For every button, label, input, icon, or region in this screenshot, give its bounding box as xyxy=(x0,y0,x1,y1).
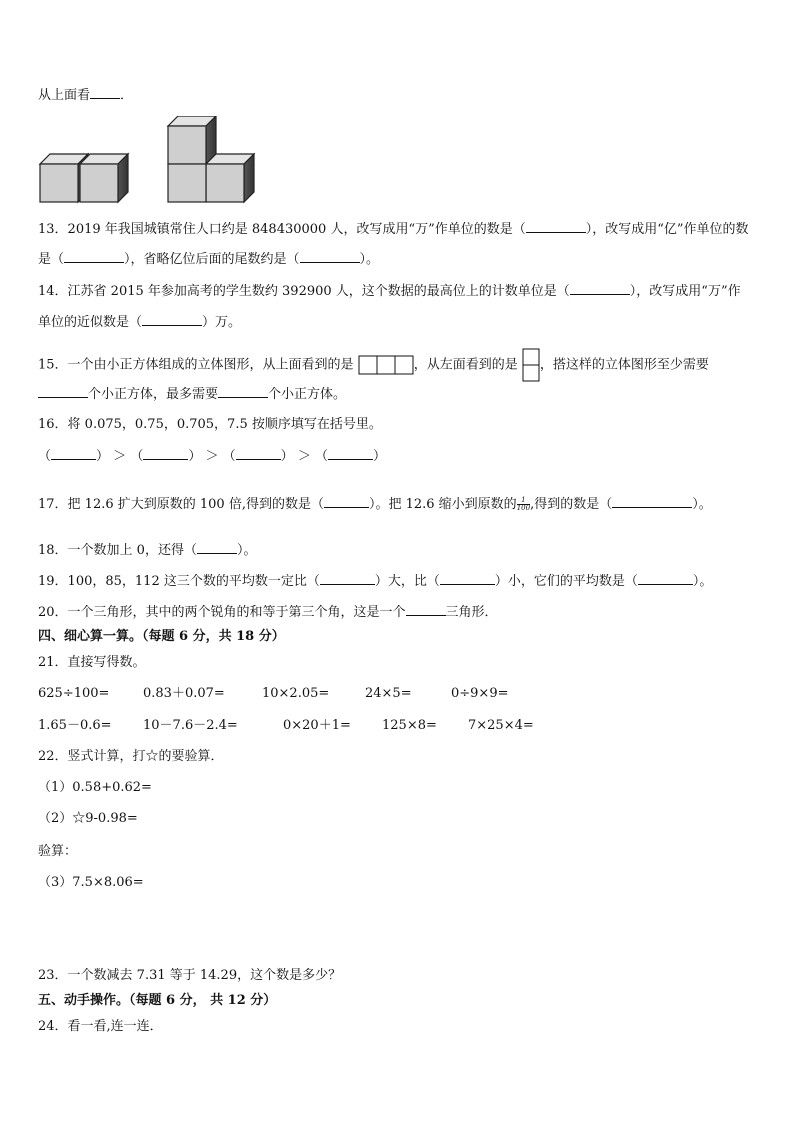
calc-item: 0÷9×9= xyxy=(451,686,509,701)
q21-title: 21．直接写得数。 xyxy=(38,655,146,670)
q12-tail: 从上面看 ． xyxy=(38,88,134,103)
cube-right-top xyxy=(168,116,216,164)
q16-line2: （ ） ＞ （ ） ＞ （ ） ＞ （ ） xyxy=(38,449,387,464)
calc-item: 0×20＋1= xyxy=(283,718,351,733)
answer-blank[interactable] xyxy=(638,572,693,585)
q19-line: 19．100，85，112 这三个数的平均数一定比（ ）大，比（ ）小，它们的平均数是（ ）。 xyxy=(38,574,713,589)
answer-blank[interactable] xyxy=(440,572,495,585)
q22-part2: （2）☆9-0.98= xyxy=(38,811,138,826)
q18-line: 18．一个数加上 0，还得（ ）。 xyxy=(38,543,257,558)
answer-blank[interactable] xyxy=(197,541,237,554)
answer-blank[interactable] xyxy=(90,86,120,99)
answer-blank[interactable] xyxy=(406,603,446,616)
answer-blank[interactable] xyxy=(570,282,630,295)
q14-line2: 单位的近似数是（ ）万。 xyxy=(38,315,242,330)
answer-blank[interactable] xyxy=(324,495,369,508)
answer-blank[interactable] xyxy=(526,220,586,233)
q23-line: 23．一个数减去 7.31 等于 14.29，这个数是多少？ xyxy=(38,968,342,983)
calc-item: 625÷100= xyxy=(38,686,110,701)
answer-blank[interactable] xyxy=(328,447,373,460)
cube-left-2 xyxy=(80,154,128,202)
section-4-heading: 四、细心算一算。（每题 6 分，共 18 分） xyxy=(38,629,285,644)
section-5-heading: 五、动手操作。（每题 6 分， 共 12 分） xyxy=(38,993,277,1008)
cube-right-bottom-2 xyxy=(206,154,254,202)
answer-blank[interactable] xyxy=(143,447,188,460)
q22-part1: （1）0.58+0.62= xyxy=(38,780,152,795)
q22-part3: （3）7.5×8.06= xyxy=(38,875,144,890)
q13-line2: 是（ ），省略亿位后面的尾数约是（ ）。 xyxy=(38,252,380,267)
q24-line: 24．看一看,连一连． xyxy=(38,1019,163,1034)
q16-line1: 16．将 0.075，0.75，0.705，7.5 按顺序填写在括号里。 xyxy=(38,417,382,432)
answer-blank[interactable] xyxy=(64,250,124,263)
q22-check-label: 验算： xyxy=(38,844,78,859)
q13-line1: 13．2019 年我国城镇常住人口约是 848430000 人，改写成用“万”作单位的数是（ ），改写成用“亿”作单位的数 xyxy=(38,222,749,237)
calc-item: 1.65－0.6= xyxy=(38,718,112,733)
q15-line1: 15．一个由小正方体组成的立体图形，从上面看到的是 ，从左面看到的是 ，搭这样的立体图形至少需要 xyxy=(38,348,709,382)
answer-blank[interactable] xyxy=(612,495,692,508)
answer-blank[interactable] xyxy=(142,313,202,326)
q21-row2 xyxy=(38,718,758,734)
calc-item: 24×5= xyxy=(365,686,412,701)
calc-item: 10×2.05= xyxy=(262,686,330,701)
answer-blank[interactable] xyxy=(300,250,360,263)
top-view-figure xyxy=(358,355,414,375)
answer-blank[interactable] xyxy=(218,385,268,398)
cube-right-bottom-1 xyxy=(168,164,206,202)
calc-item: 0.83＋0.07= xyxy=(143,686,225,701)
answer-blank[interactable] xyxy=(38,385,88,398)
left-view-figure xyxy=(522,348,540,382)
answer-blank[interactable] xyxy=(51,447,96,460)
calc-item: 7×25×4= xyxy=(468,718,534,733)
q22-title: 22．竖式计算，打☆的要验算． xyxy=(38,749,224,764)
cube-figure xyxy=(38,116,268,206)
calc-item: 10－7.6－2.4= xyxy=(143,718,238,733)
calc-item: 125×8= xyxy=(382,718,437,733)
q21-row1 xyxy=(38,686,758,702)
answer-blank[interactable] xyxy=(236,447,281,460)
answer-blank[interactable] xyxy=(320,572,375,585)
q17-line: 17．把 12.6 扩大到原数的 100 倍,得到的数是（ ）。把 12.6 缩小到原数的 $\frac{1}{100}$ ,得到的数是（ ）。 xyxy=(38,496,712,512)
q15-line2: 个小正方体，最多需要 个小正方体。 xyxy=(38,385,346,403)
q14-line1: 14．江苏省 2015 年参加高考的学生数约 392900 人，这个数据的最高位上的计数单位是（ ），改写成用“万”作 xyxy=(38,284,741,299)
fraction: $\frac{1}{100}$ xyxy=(516,496,531,512)
q20-line: 20．一个三角形，其中的两个锐角的和等于第三个角，这是一个 三角形． xyxy=(38,605,498,620)
